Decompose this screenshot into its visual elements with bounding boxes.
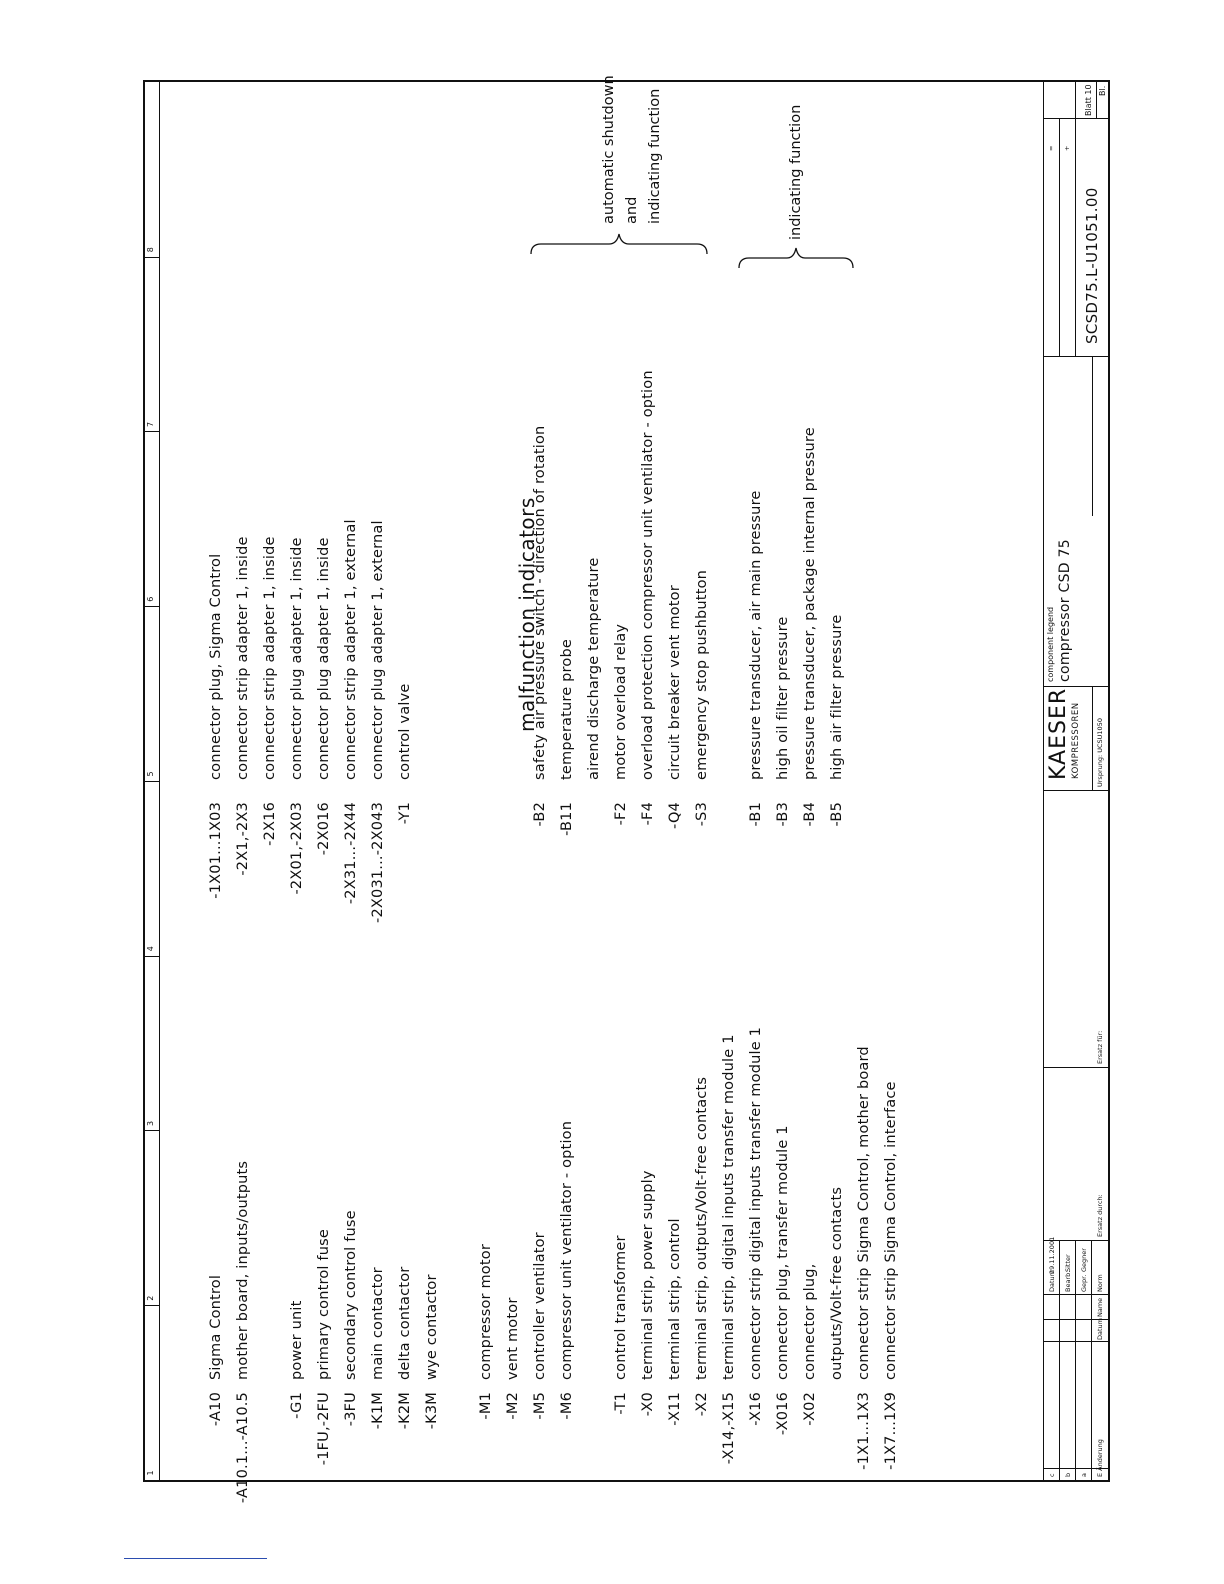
component-code: -2X031...-2X043 xyxy=(370,802,386,923)
datum-value: 29.11.2001 xyxy=(1048,1236,1056,1274)
rev-letter-c: c xyxy=(1048,1473,1056,1477)
component-description: connector plug adapter 1, external xyxy=(370,520,386,780)
component-code: -1X1...1X3 xyxy=(856,1392,872,1470)
rev-header-norm: Norm xyxy=(1096,1274,1104,1292)
component-description: outputs/Volt-free contacts xyxy=(829,1186,845,1380)
zone-number: 3 xyxy=(146,1120,155,1127)
brace-indicating-function xyxy=(737,244,855,270)
bearb-value: Sitter xyxy=(1064,1254,1072,1272)
component-code: -X2 xyxy=(694,1392,710,1417)
component-code: -B3 xyxy=(775,802,791,827)
zone-strip xyxy=(145,82,160,1480)
zone-number: 4 xyxy=(146,946,155,952)
zone-4 xyxy=(145,781,159,956)
component-code: -2X16 xyxy=(262,802,278,846)
component-description: connector plug, xyxy=(802,1263,818,1380)
footer-link-line xyxy=(124,1558,267,1559)
brace-label-automatic-shutdown: automatic shutdown xyxy=(601,75,617,224)
component-description: secondary control fuse xyxy=(343,1210,359,1380)
ersatz-fuer: Ersatz für: xyxy=(1096,1030,1104,1064)
logo-block xyxy=(1044,686,1108,790)
component-description: pressure transducer, air main pressure xyxy=(748,490,764,780)
component-description: high oil filter pressure xyxy=(775,616,791,780)
bearb-label: Bearb. xyxy=(1064,1270,1072,1292)
component-description: connector plug, Sigma Control xyxy=(208,553,224,780)
bl-label: Bl. xyxy=(1098,85,1107,96)
zone-number: 8 xyxy=(146,247,155,253)
component-description: primary control fuse xyxy=(316,1229,332,1380)
doc-mark-plus: + xyxy=(1063,145,1071,151)
blatt: Blatt 10 xyxy=(1084,84,1093,116)
zone-number: 2 xyxy=(146,1295,155,1301)
component-code: -K2M xyxy=(397,1392,413,1430)
zone-7 xyxy=(145,257,159,432)
title-block xyxy=(1043,82,1108,1480)
component-code: -Y1 xyxy=(397,802,413,825)
component-description: overload protection compressor unit ventilator - option xyxy=(640,370,656,780)
component-code: -2X016 xyxy=(316,802,332,856)
component-description: mother board, inputs/outputs xyxy=(235,1160,251,1380)
zone-2 xyxy=(145,1131,159,1306)
component-code: -1X01...1X03 xyxy=(208,802,224,899)
kaeser-logo: KAESER xyxy=(1046,687,1071,780)
component-description: compressor unit ventilator - option xyxy=(559,1120,575,1380)
document-number: SCSD75.L-U1051.00 xyxy=(1083,187,1101,344)
component-code: -M1 xyxy=(478,1392,494,1420)
rev-letter-a: a xyxy=(1080,1473,1088,1477)
component-description: Sigma Control xyxy=(208,1274,224,1380)
zone-1 xyxy=(145,1305,159,1480)
component-code: -F2 xyxy=(613,802,629,826)
component-code: -3FU xyxy=(343,1392,359,1427)
component-description: connector plug adapter 1, inside xyxy=(289,537,305,780)
component-description: terminal strip, outputs/Volt-free contacts xyxy=(694,1076,710,1380)
component-description: controller ventilator xyxy=(532,1232,548,1380)
component-description: main contactor xyxy=(370,1267,386,1380)
component-description: circuit breaker vent motor xyxy=(667,585,683,780)
component-description: terminal strip, control xyxy=(667,1218,683,1380)
component-code: -2X1,-2X3 xyxy=(235,802,251,876)
malfunction-heading: malfunction indicators xyxy=(515,497,539,732)
component-code: -X14,-X15 xyxy=(721,1392,737,1465)
component-description: connector plug, transfer module 1 xyxy=(775,1125,791,1380)
component-code: -X11 xyxy=(667,1392,683,1426)
component-code: -B1 xyxy=(748,802,764,827)
component-code: -T1 xyxy=(613,1392,629,1415)
component-description: emergency stop pushbutton xyxy=(694,569,710,780)
component-description: connector strip adapter 1, external xyxy=(343,519,359,780)
kaeser-logo-sub: KOMPRESSOREN xyxy=(1071,702,1081,779)
component-code: -2X01,-2X03 xyxy=(289,802,305,895)
component-code: -M5 xyxy=(532,1392,548,1420)
zone-5 xyxy=(145,606,159,781)
component-description: compressor motor xyxy=(478,1243,494,1380)
brace-automatic-shutdown xyxy=(529,230,709,256)
component-code: -K3M xyxy=(424,1392,440,1430)
component-description: connector plug adapter 1, inside xyxy=(316,537,332,780)
component-code: -1X7...1X9 xyxy=(883,1392,899,1470)
component-code: -A10 xyxy=(208,1392,224,1427)
component-description: pressure transducer, package internal pressure xyxy=(802,427,818,780)
component-description: temperature probe xyxy=(559,639,575,780)
zone-number: 5 xyxy=(146,771,155,777)
sheet-number-block xyxy=(1044,80,1108,118)
brace-label-and: and xyxy=(624,196,640,224)
component-description: high air filter pressure xyxy=(829,614,845,780)
component-code: -G1 xyxy=(289,1392,305,1419)
datum-label: Datum xyxy=(1048,1270,1056,1292)
rev-header-datum: Datum xyxy=(1096,1318,1104,1340)
component-code: -B11 xyxy=(559,802,575,836)
ursprung: Ursprung: UCSU1050 xyxy=(1096,718,1104,787)
component-code: -X16 xyxy=(748,1392,764,1426)
component-description: vent motor xyxy=(505,1297,521,1380)
doc-mark-equals: = xyxy=(1047,145,1055,151)
component-description: connector strip digital inputs transfer module 1 xyxy=(748,1026,764,1380)
component-description: connector strip adapter 1, inside xyxy=(235,536,251,780)
component-code: -M2 xyxy=(505,1392,521,1420)
zone-number: 6 xyxy=(146,596,155,602)
component-code: -A10.1...-A10.5 xyxy=(235,1392,251,1504)
rev-header-aenderung: E Änderung xyxy=(1096,1439,1104,1477)
component-description: control transformer xyxy=(613,1235,629,1380)
component-code: -M6 xyxy=(559,1392,575,1420)
legend-block xyxy=(1044,356,1108,686)
legend-title: compressor CSD 75 xyxy=(1057,538,1073,682)
component-code: -X016 xyxy=(775,1392,791,1436)
drawing-sheet xyxy=(143,75,1110,1504)
component-code: -X0 xyxy=(640,1392,656,1417)
component-description: connector strip Sigma Control, mother board xyxy=(856,1046,872,1380)
replacement-block xyxy=(1044,790,1108,1240)
rev-letter-b: b xyxy=(1064,1472,1072,1477)
rev-header-name: Name xyxy=(1096,1297,1104,1317)
component-code: -X02 xyxy=(802,1392,818,1426)
component-description: control valve xyxy=(397,683,413,780)
component-code: -F4 xyxy=(640,802,656,826)
zone-number: 7 xyxy=(146,421,155,428)
document-number-block xyxy=(1044,118,1108,356)
component-code: -B4 xyxy=(802,802,818,827)
component-code: -B5 xyxy=(829,802,845,827)
component-code: -K1M xyxy=(370,1392,386,1430)
gepr-label: Gepr. xyxy=(1080,1274,1088,1292)
zone-number: 1 xyxy=(146,1470,155,1476)
component-description: power unit xyxy=(289,1300,305,1380)
component-description: wye contactor xyxy=(424,1274,440,1380)
revision-table xyxy=(1044,1236,1108,1480)
component-description: connector strip adapter 1, inside xyxy=(262,536,278,780)
brace-label-indicating-function: indicating function xyxy=(647,88,663,224)
component-description: terminal strip, power supply xyxy=(640,1170,656,1380)
gepr-value: Gegner xyxy=(1080,1248,1088,1272)
brace-label-indicating-function-2: indicating function xyxy=(788,104,804,240)
zone-6 xyxy=(145,432,159,607)
component-description: motor overload relay xyxy=(613,623,629,780)
legend-label: component legend xyxy=(1046,606,1055,682)
zone-3 xyxy=(145,956,159,1131)
component-code: -1FU,-2FU xyxy=(316,1392,332,1466)
component-code: -2X31...-2X44 xyxy=(343,802,359,905)
component-code: -B2 xyxy=(532,802,548,827)
component-code: -S3 xyxy=(694,802,710,827)
component-description: safety air pressure switch - direction of rotation xyxy=(532,425,548,780)
zone-8 xyxy=(145,82,159,257)
component-description: connector strip Sigma Control, interface xyxy=(883,1081,899,1380)
component-description: delta contactor xyxy=(397,1266,413,1380)
ersatz-durch: Ersatz durch: xyxy=(1096,1194,1104,1237)
component-code: -Q4 xyxy=(667,802,683,830)
component-description: airend discharge temperature xyxy=(586,557,602,780)
component-description: terminal strip, digital inputs transfer module 1 xyxy=(721,1034,737,1380)
